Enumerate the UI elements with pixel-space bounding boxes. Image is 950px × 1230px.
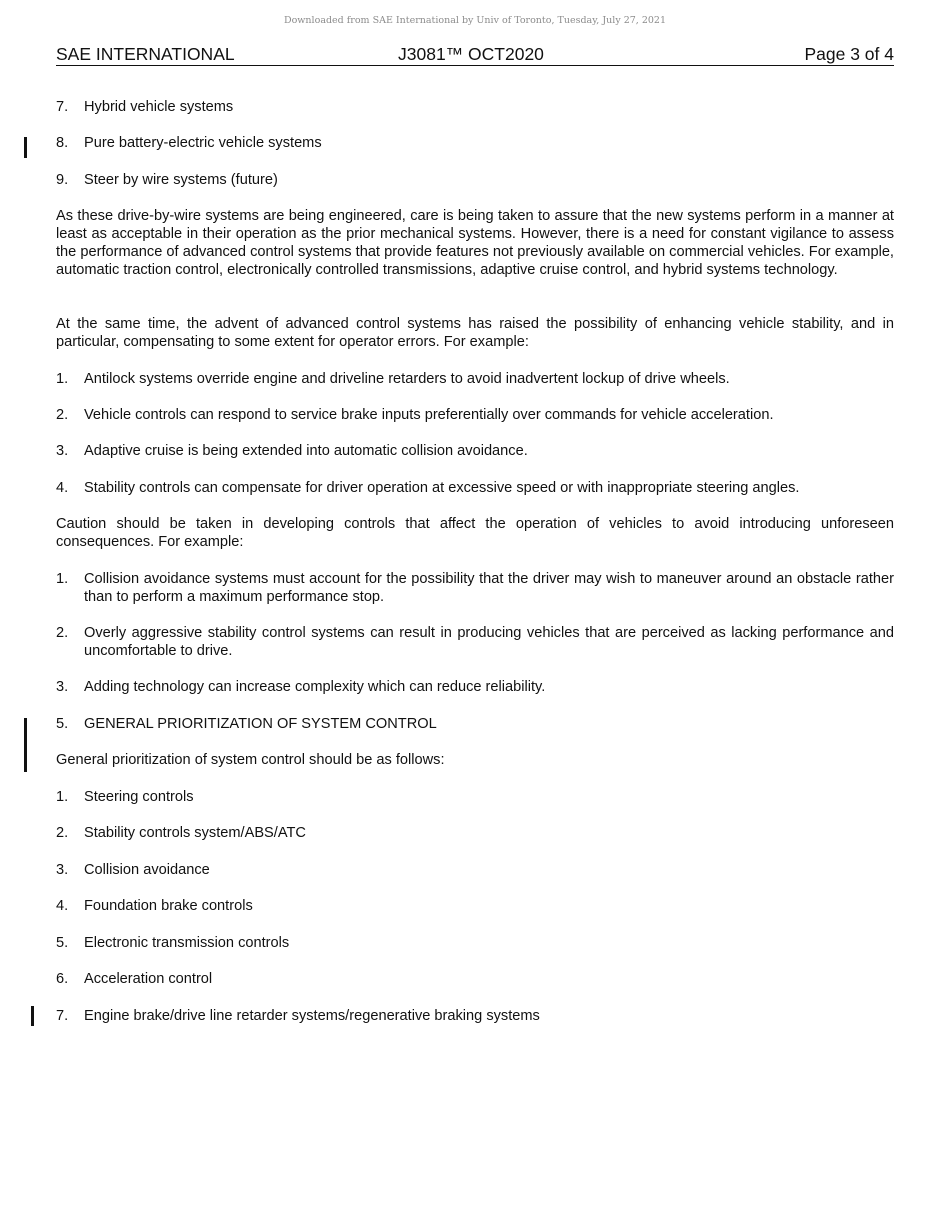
list-item-text: Steer by wire systems (future) (84, 172, 278, 188)
list-item-text: Acceleration control (84, 971, 213, 987)
list-item-number: 9. (56, 172, 69, 188)
list-item-number: 2. (56, 825, 69, 841)
list-item-text: Stability controls can compensate for driver operation at excessive speed or with inappropriate steering angles. (84, 480, 800, 496)
list-item-number: 6. (56, 971, 69, 987)
list-item-number: 7. (56, 99, 69, 115)
list-item-number: 5. (56, 935, 69, 951)
section-number: 5. (56, 716, 69, 732)
list-item-number: 4. (56, 480, 69, 496)
list-item-text: Overly aggressive stability control systems can result in producing vehicles that are perceived as lacking performance and uncomfortable to drive. (84, 625, 894, 659)
list-item-text: Adaptive cruise is being extended into automatic collision avoidance. (84, 443, 528, 459)
list-item (56, 624, 894, 660)
list-item-number: 1. (56, 789, 69, 805)
list-item-text: Steering controls (84, 789, 194, 805)
list-item-text: Collision avoidance systems must account for the possibility that the driver may wish to maneuver around an obstacle rather than to perform a maximum performance stop. (84, 571, 894, 605)
list-item-number: 7. (56, 1008, 69, 1024)
header-page-number: Page 3 of 4 (804, 44, 894, 64)
list-item-text: Foundation brake controls (84, 898, 253, 914)
change-bar (24, 718, 27, 772)
header-doc-id: J3081™ OCT2020 (398, 44, 544, 64)
paragraph: At the same time, the advent of advanced control systems has raised the possibility of enhancing vehicle stability, and in particular, compensating to some extent for operator errors. For example: (56, 316, 894, 350)
list-item-text: Vehicle controls can respond to service brake inputs preferentially over commands for vehicle acceleration. (84, 407, 774, 423)
section-title: GENERAL PRIORITIZATION OF SYSTEM CONTROL (84, 716, 437, 732)
download-note: Downloaded from SAE International by Univ of Toronto, Tuesday, July 27, 2021 (283, 15, 667, 26)
list-item-number: 2. (56, 407, 69, 423)
list-item-number: 1. (56, 371, 69, 387)
list-item-number: 2. (56, 625, 69, 641)
list-item-number: 8. (56, 135, 69, 151)
list-item-text: Hybrid vehicle systems (84, 99, 234, 115)
list-item-text: Pure battery-electric vehicle systems (84, 135, 322, 151)
paragraph: As these drive-by-wire systems are being engineered, care is being taken to assure that the new systems perform in a manner at least as acceptable in their operation as the prior mechanical systems. However, there is a need for constant vigilance to assess the performance of advanced control systems that provide features not previously available on commercial vehicles. For example, automatic traction control, electronically controlled transmissions, adaptive cruise control, and hybrid systems technology. (56, 208, 894, 278)
change-bar (31, 1006, 34, 1026)
change-bar (24, 137, 27, 158)
list-item-text: Collision avoidance (84, 862, 210, 878)
page-header (56, 43, 894, 66)
paragraph: General prioritization of system control should be as follows: (56, 752, 445, 768)
list-item (56, 570, 894, 606)
list-item-number: 3. (56, 443, 69, 459)
list-item-text: Engine brake/drive line retarder systems/regenerative braking systems (84, 1008, 540, 1024)
list-item-text: Antilock systems override engine and driveline retarders to avoid inadvertent lockup of drive wheels. (84, 371, 730, 387)
list-item-text: Adding technology can increase complexity which can reduce reliability. (84, 679, 546, 695)
header-org: SAE INTERNATIONAL (56, 44, 235, 64)
list-item-number: 3. (56, 862, 69, 878)
list-item-number: 3. (56, 679, 69, 695)
list-item-text: Electronic transmission controls (84, 935, 290, 951)
list-item-text: Stability controls system/ABS/ATC (84, 825, 306, 841)
list-item-number: 4. (56, 898, 69, 914)
list-item-number: 1. (56, 571, 69, 587)
paragraph: Caution should be taken in developing controls that affect the operation of vehicles to avoid introducing unforeseen consequences. For example: (56, 516, 894, 550)
